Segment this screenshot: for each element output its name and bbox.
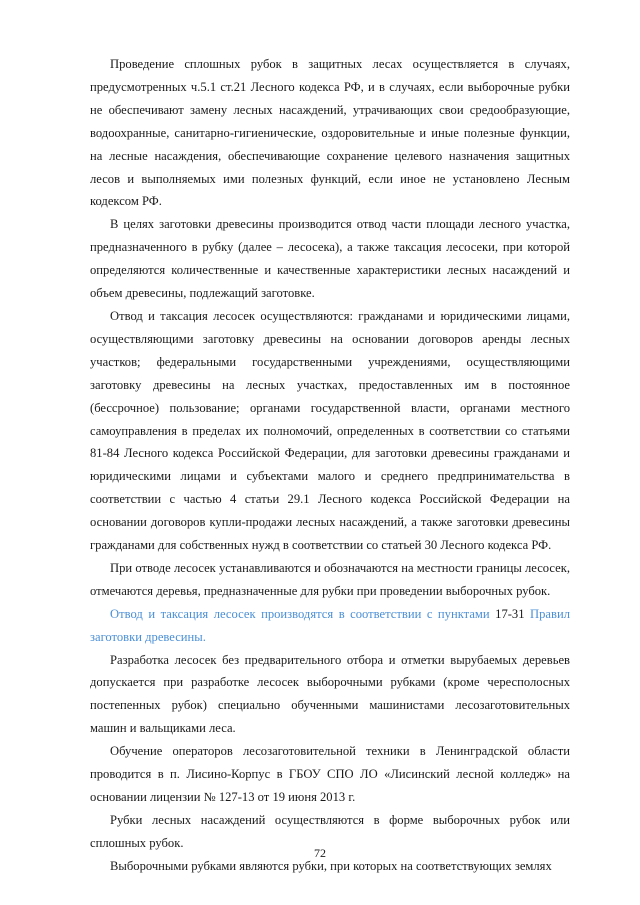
rules-clause-numbers: 17-31 [495, 606, 525, 621]
rules-link-text-end[interactable]: Правил заготовки древесины. [90, 606, 570, 644]
page-number: 72 [314, 846, 326, 860]
paragraph-selective-cutting: Выборочными рубками являются рубки, при которых на соответствующих землях [110, 858, 552, 873]
document-body [90, 53, 570, 878]
paragraph-cutting-forms: Рубки лесных насаждений осуществляются в форме выборочных рубок или сплошных рубок. [90, 812, 570, 850]
paragraph-allotment-taxation: Отвод и таксация лесосек осуществляются: гражданами и юридическими лицами, осуществляющими заготовку древесины на основании договоров аренды лесных участков; федеральными государственными учреждениями, осуществляющими заготовку древесины на лесных участках, предоставленных им в постоянное (бессрочное) пользование; органами государственной власти, органами местного самоуправления в пределах их полномочий, определенных в соответствии со статьями 81-84 Лесного кодекса Российской Федерации, для заготовки древесины гражданами и юридическими лицами и субъектами малого и среднего предпринимательства в соответствии с частью 4 статьи 29.1 Лесного кодекса Российской Федерации на основании договоров купли-продажи лесных насаждений, а также заготовки древесины гражданами для собственных нужд в соответствии со статьей 30 Лесного кодекса РФ. [90, 308, 570, 553]
paragraph-rules-reference [90, 603, 570, 649]
paragraph-clear-cutting: Проведение сплошных рубок в защитных лесах осуществляется в случаях, предусмотренных ч.5.1 ст.21 Лесного кодекса РФ, и в случаях, если выборочные рубки не обеспечивают замену лесных насаждений, утрачивающих свои средообразующие, водоохранные, санитарно-гигиенические, оздоровительные и иные полезные функции, на лесные насаждения, обеспечивающие сохранение целевого назначения защитных лесов и выполняемых ими полезных функций, если иное не установлено Лесным кодексом РФ. [90, 57, 570, 209]
paragraph-development: Разработка лесосек без предварительного отбора и отметки вырубаемых деревьев допускается при разработке лесосек выборочными рубками (кроме чересполосных постепенных рубок) специально обученными машинистами лесозаготовительных машин и вальщиками леса. [90, 652, 570, 736]
paragraph-harvest-allotment: В целях заготовки древесины производится отвод части площади лесного участка, предназначенного в рубку (далее – лесосека), а также таксация лесосеки, при которой определяются количественные и качественные характеристики лесных насаждений и объем древесины, подлежащий заготовке. [90, 217, 570, 301]
rules-link-text-start[interactable]: Отвод и таксация лесосек производятся в соответствии с пунктами [110, 606, 496, 621]
paragraph-operator-training: Обучение операторов лесозаготовительной техники в Ленинградской области проводится в п. Лисино-Корпус в ГБОУ СПО ЛО «Лисинский лесной колледж» на основании лицензии № 127-13 от 19 июня 2013 г. [90, 744, 570, 804]
paragraph-boundaries: При отводе лесосек устанавливаются и обозначаются на местности границы лесосек, отмечаются деревья, предназначенные для рубки при проведении выборочных рубок. [90, 560, 570, 598]
